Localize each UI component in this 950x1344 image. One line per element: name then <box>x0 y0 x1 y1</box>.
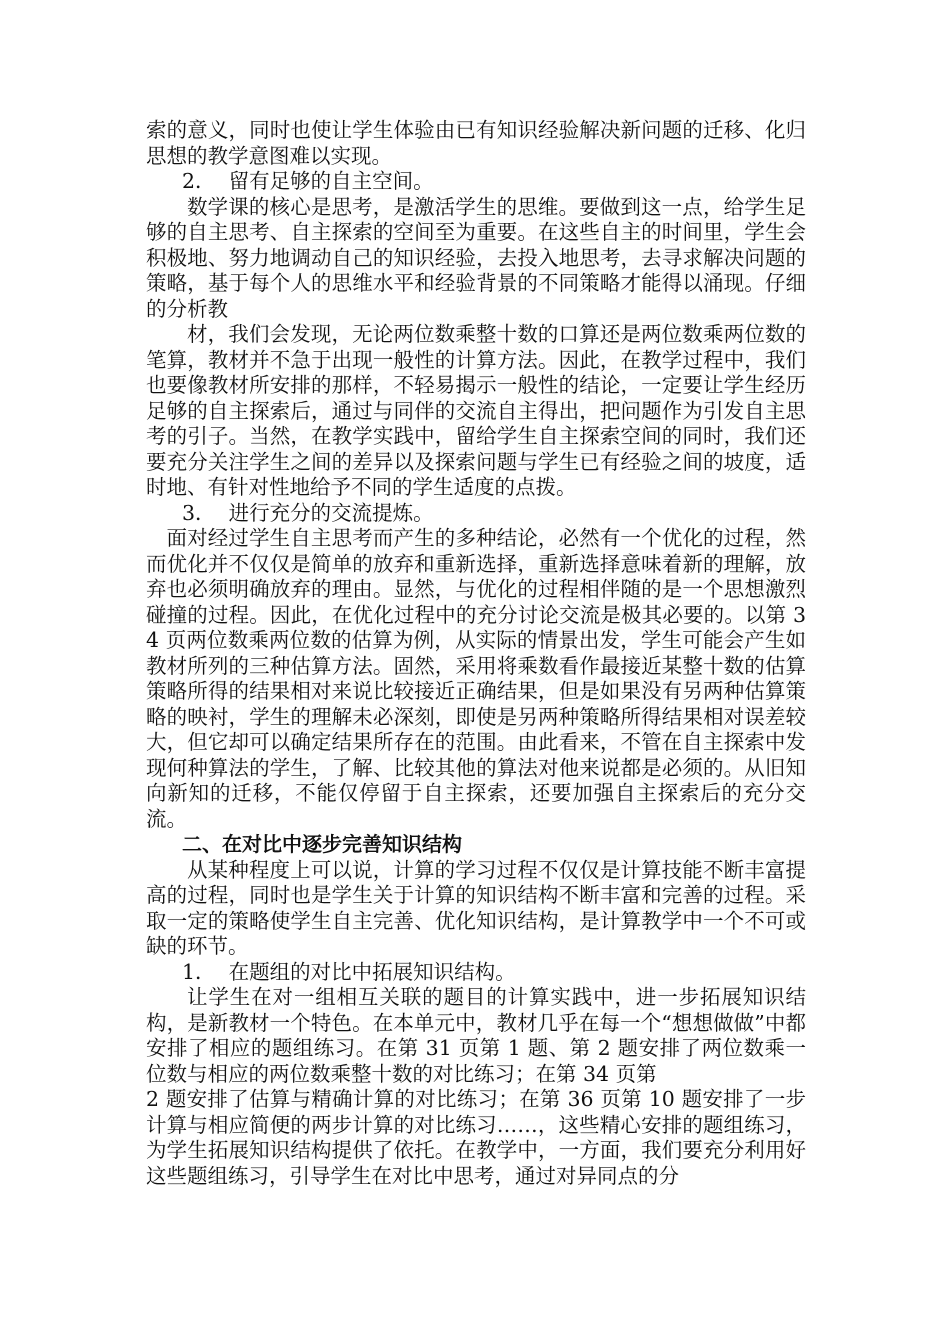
document-page <box>146 118 806 1189</box>
paragraph-item-2-a: 数学课的核心是思考，是激活学生的思维。要做到这一点，给学生足够的自主思考、自主探索的空间至为重要。在这些自主的时间里，学生会积极地、努力地调动自己的知识经验，去投入地思考，去寻求解决问题的策略，基于每个人的思维水平和经验背景的不同策略才能得以涌现。仔细的分析教 <box>146 194 806 321</box>
paragraph-section-2: 从某种程度上可以说，计算的学习过程不仅仅是计算技能不断丰富提高的过程，同时也是学生关于计算的知识结构不断丰富和完善的过程。采取一定的策略使学生自主完善、优化知识结构，是计算教学中一个不可或缺的环节。 <box>146 857 806 958</box>
paragraph-continuation: 索的意义，同时也使让学生体验由已有知识经验解决新问题的迁移、化归思想的教学意图难以实现。 <box>146 118 806 168</box>
paragraph-item-1-a: 让学生在对一组相互关联的题目的计算实践中，进一步拓展知识结构，是新教材一个特色。在本单元中，教材几乎在每一个“想想做做”中都安排了相应的题组练习。在第 31 页第 1 题、第 2 题安排了两位数乘一位数与相应的两位数乘整十数的对比练习；在第 34 页第 <box>146 985 806 1086</box>
item-2-title: 2． 留有足够的自主空间。 <box>182 169 434 193</box>
section-2-heading: 二、在对比中逐步完善知识结构 <box>182 832 462 856</box>
paragraph-item-1-b: 2 题安排了估算与精确计算的对比练习；在第 36 页第 10 题安排了一步计算与相应简便的两步计算的对比练习……，这些精心安排的题组练习，为学生拓展知识结构提供了依托。在教学中，一方面，我们要充分利用好这些题组练习，引导学生在对比中思考，通过对异同点的分 <box>146 1087 806 1188</box>
paragraph-item-3: 面对经过学生自主思考而产生的多种结论，必然有一个优化的过程，然而优化并不仅仅是简单的放弃和重新选择，重新选择意味着新的理解，放弃也必须明确放弃的理由。显然，与优化的过程相伴随的是一个思想激烈碰撞的过程。因此，在优化过程中的充分讨论交流是极其必要的。以第 34 页两位数乘两位数的估算为例，从实际的情景出发，学生可能会产生如教材所列的三种估算方法。固然，采用将乘数看作最接近某整十数的估算策略所得的结果相对来说比较接近正确结果，但是如果没有另两种估算策略的映衬，学生的理解未必深刻，即使是另两种策略所得结果相对误差较大，但它却可以确定结果所存在的范围。由此看来，不管在自主探索中发现何种算法的学生，了解、比较其他的算法对他来说都是必须的。从旧知向新知的迁移，不能仅停留于自主探索，还要加强自主探索后的充分交流。 <box>146 526 806 831</box>
item-3-title: 3． 进行充分的交流提炼。 <box>182 500 434 525</box>
paragraph-item-2-b: 材，我们会发现，无论两位数乘整十数的口算还是两位数乘两位数的笔算，教材并不急于出现一般性的计算方法。因此，在教学过程中，我们也要像教材所安排的那样，不轻易揭示一般性的结论，一定要让学生经历足够的自主探索后，通过与同伴的交流自主得出，把问题作为引发自主思考的引子。当然，在教学实践中，留给学生自主探索空间的同时，我们还要充分关注学生之间的差异以及探索问题与学生已有经验之间的坡度，适时地、有针对性地给予不同的学生适度的点拨。 <box>146 322 806 499</box>
item-1-title: 1． 在题组的对比中拓展知识结构。 <box>182 959 516 984</box>
